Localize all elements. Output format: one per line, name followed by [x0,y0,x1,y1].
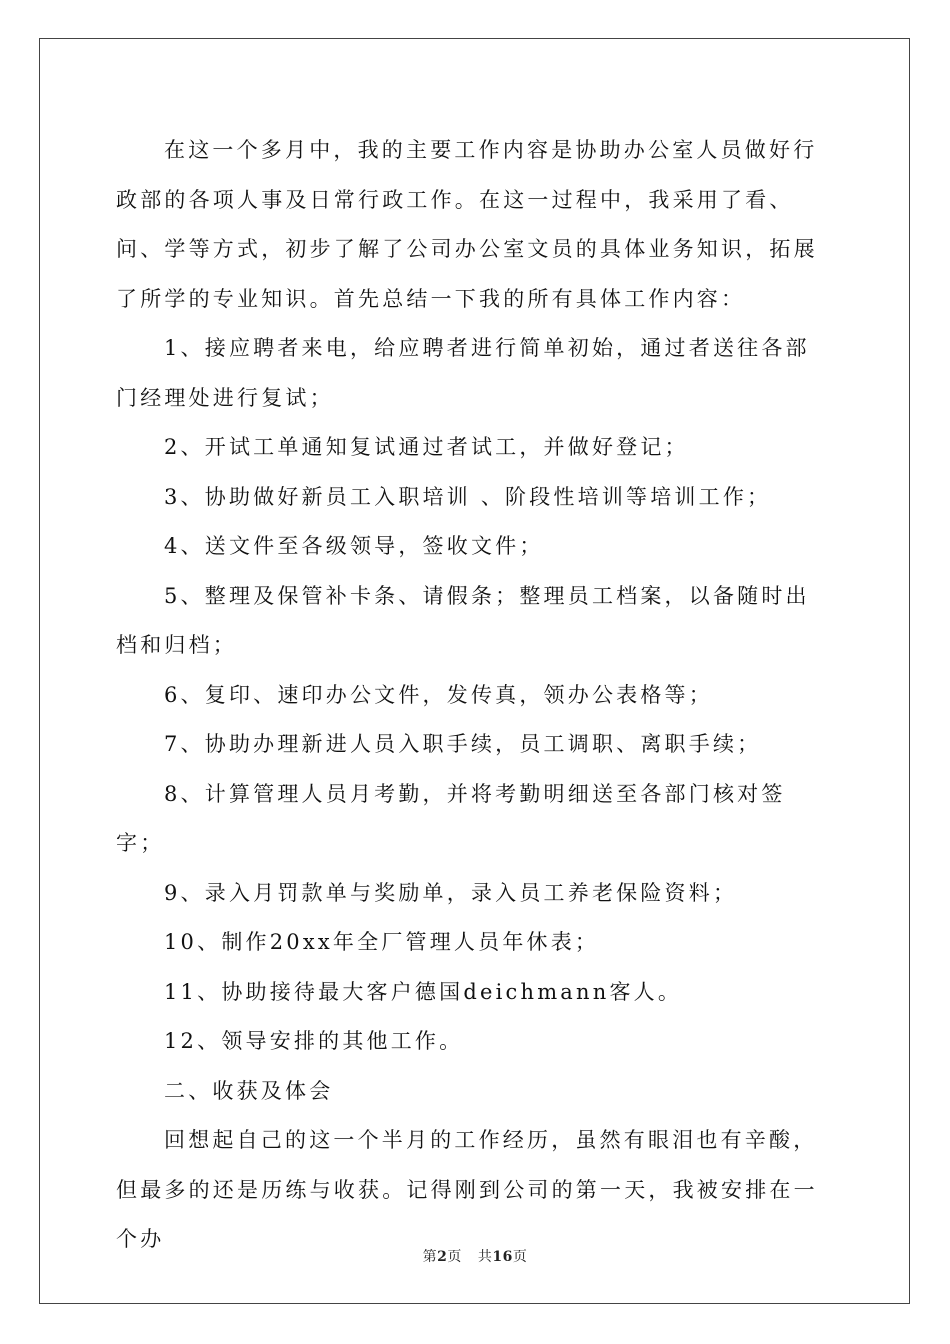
list-item-10: 10、制作20xx年全厂管理人员年休表； [164,930,600,954]
section-heading: 二、收获及体会 [164,1078,334,1103]
list-item-9: 9、录入月罚款单与奖励单，录入员工养老保险资料； [164,880,738,905]
page-footer [0,1246,950,1266]
paragraph-reflection: 回想起自己的这一个半月的工作经历，虽然有眼泪也有辛酸，但最多的还是历练与收获。记得刚到公司的第一天，我被安排在一个办 [116,1128,818,1251]
footer-page-current: 2 [437,1249,448,1265]
list-item-8: 8、计算管理人员月考勤，并将考勤明细送至各部门核对签字； [116,781,786,855]
list-item-7: 7、协助办理新进人员入职手续，员工调职、离职手续； [164,732,762,756]
list-item-4: 4、送文件至各级领导，签收文件； [164,534,544,558]
list-item-6: 6、复印、速印办公文件，发传真，领办公表格等； [164,682,713,707]
footer-total-prefix: 共 [477,1249,493,1265]
footer-page-prefix: 第 [422,1249,438,1265]
list-item-12: 12、领导安排的其他工作。 [164,1029,464,1053]
list-item-1: 1、接应聘者来电，给应聘者进行简单初始，通过者送往各部门经理处进行复试； [116,336,810,410]
paragraph-intro: 在这一个多月中，我的主要工作内容是协助办公室人员做好行政部的各项人事及日常行政工作。在这一过程中，我采用了看、问、学等方式，初步了解了公司办公室文员的具体业务知识，拓展了所学的专业知识。首先总结一下我的所有具体工作内容： [116,138,818,311]
document-body [116,126,833,1265]
list-item-2: 2、开试工单通知复试通过者试工，并做好登记； [164,435,689,459]
footer-total-suffix: 页 [512,1249,528,1265]
list-item-3: 3、协助做好新员工入职培训 、阶段性培训等培训工作； [164,484,772,509]
list-item-5: 5、整理及保管补卡条、请假条；整理员工档案，以备随时出档和归档； [116,583,810,657]
list-item-11: 11、协助接待最大客户德国deichmann客人。 [164,979,683,1004]
footer-page-total: 16 [492,1249,513,1265]
footer-page-suffix: 页 [447,1249,462,1265]
